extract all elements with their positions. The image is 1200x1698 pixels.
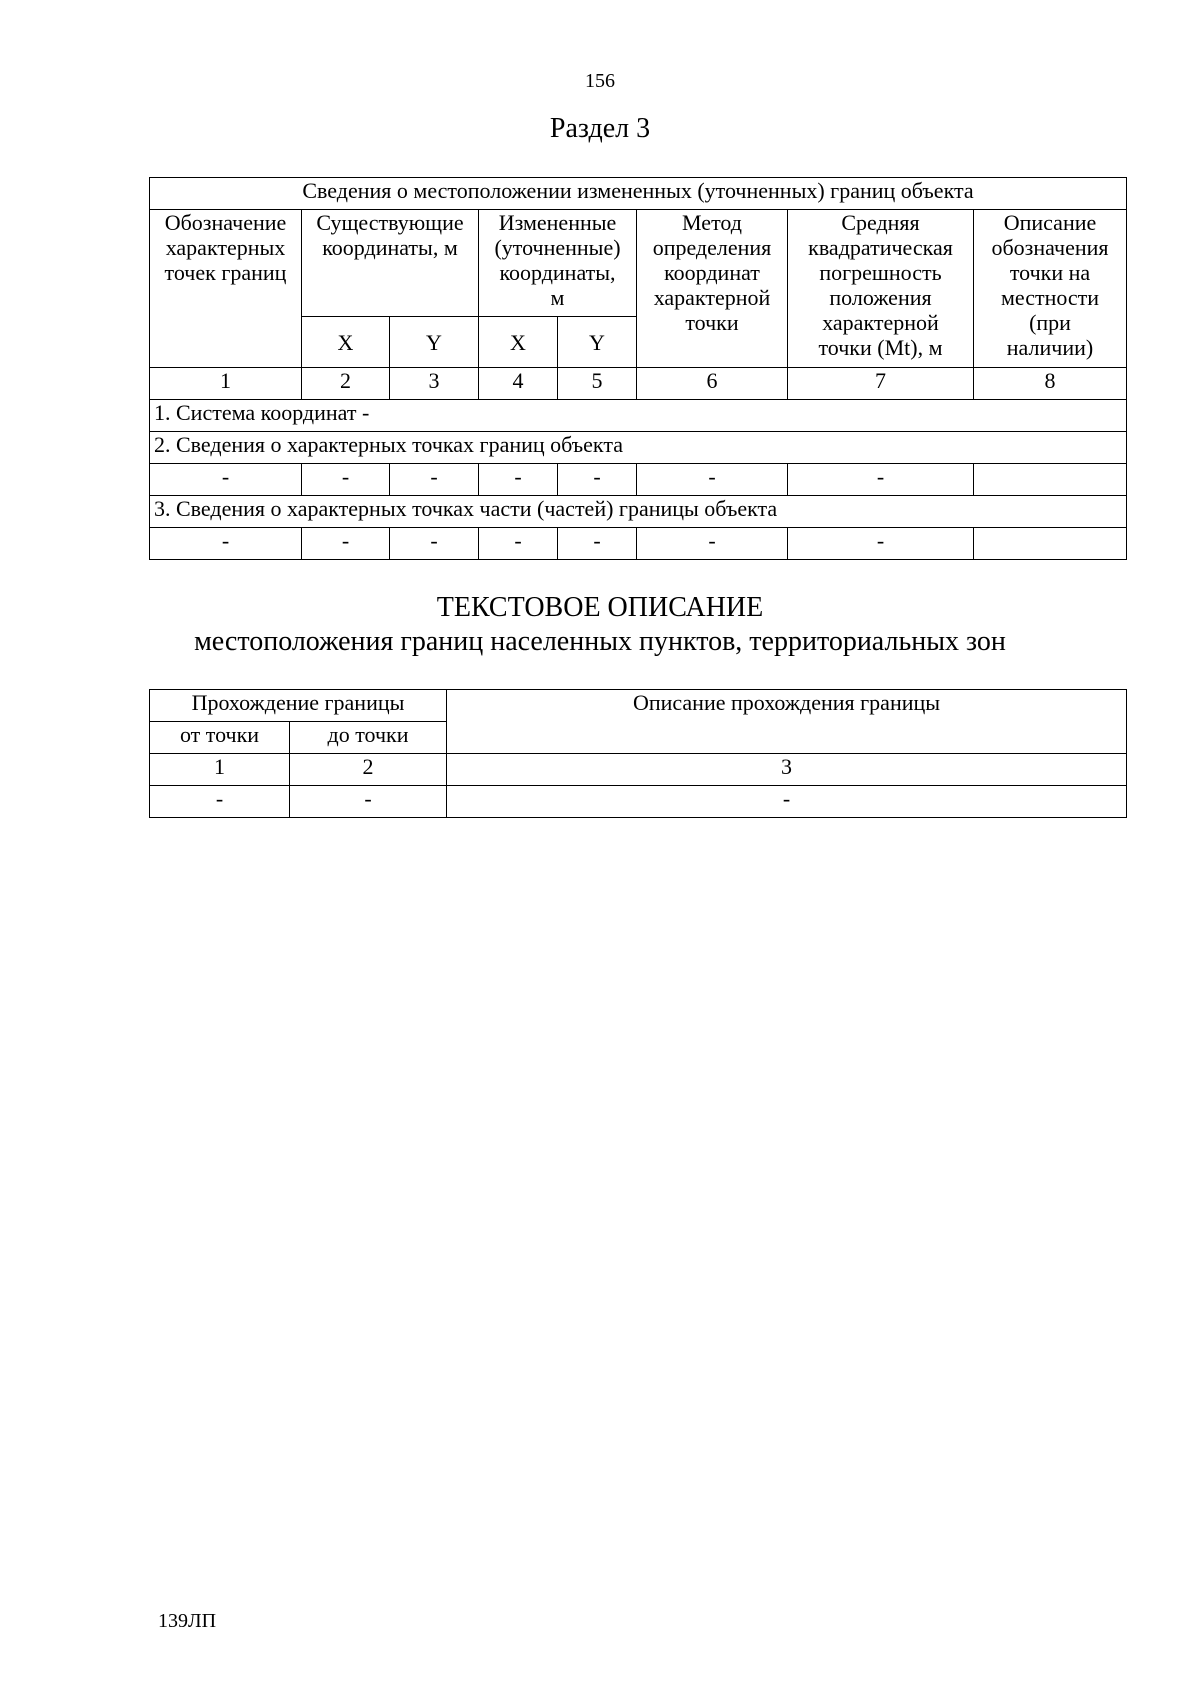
header-line: местности [1000, 285, 1100, 310]
section-title: Раздел 3 [549, 113, 651, 144]
section-coordinate-system: 1. Система координат - [150, 400, 1127, 432]
header-method [637, 210, 788, 368]
document-code: 139ЛП [158, 1610, 217, 1632]
table-cell: - [447, 786, 1127, 818]
header-accuracy [788, 210, 974, 368]
table-cell: - [479, 464, 558, 496]
table-cell: - [637, 464, 788, 496]
header-line: обозначения [991, 235, 1109, 260]
table-row [150, 786, 1127, 818]
column-numbers-row [150, 754, 1127, 786]
header-passage-description: Описание прохождения границы [447, 690, 1127, 754]
header-from-point: от точки [150, 722, 290, 754]
table-row [150, 464, 1127, 496]
table-caption: Сведения о местоположении измененных (уточненных) границ объекта [150, 178, 1127, 210]
table-cell [974, 528, 1127, 560]
table-cell [974, 464, 1127, 496]
header-line: Метод [682, 210, 742, 235]
section-part-points: 3. Сведения о характерных точках части (частей) границы объекта [150, 496, 1127, 528]
table-cell: - [290, 786, 447, 818]
boundary-points-table [149, 177, 1127, 560]
column-number: 5 [558, 368, 637, 400]
header-line: Существующие [316, 210, 464, 235]
table-cell: - [150, 464, 302, 496]
page-number: 156 [585, 70, 615, 92]
column-number: 8 [974, 368, 1127, 400]
column-number: 3 [447, 754, 1127, 786]
header-to-point: до точки [290, 722, 447, 754]
header-boundary-passage: Прохождение границы [150, 690, 447, 722]
header-line: Средняя [841, 210, 920, 235]
text-description-title: ТЕКСТОВОЕ ОПИСАНИЕ [436, 592, 764, 623]
table-cell: - [150, 528, 302, 560]
table-cell: - [788, 528, 974, 560]
table-cell: - [479, 528, 558, 560]
header-line: Описание [1003, 210, 1097, 235]
header-changed-coords [479, 210, 637, 317]
table-cell: - [390, 528, 479, 560]
table-cell: - [390, 464, 479, 496]
header-x-changed: X [479, 317, 558, 368]
header-line: (уточненные) [494, 235, 621, 260]
column-number: 1 [150, 754, 290, 786]
header-existing-coords [302, 210, 479, 317]
header-y-changed: Y [558, 317, 637, 368]
header-line: точек границ [164, 260, 287, 285]
section-object-points: 2. Сведения о характерных точках границ объекта [150, 432, 1127, 464]
header-line: точки на [1009, 260, 1091, 285]
header-line: погрешность [819, 260, 942, 285]
boundary-description-table [149, 689, 1127, 818]
header-line: (при [1029, 310, 1071, 335]
header-x-existing: X [302, 317, 390, 368]
text-description-subtitle: местоположения границ населенных пунктов, территориальных зон [194, 626, 1006, 657]
column-number: 2 [290, 754, 447, 786]
header-point-description [974, 210, 1127, 368]
table-cell: - [302, 464, 390, 496]
header-line: точки (Mt), м [818, 335, 943, 360]
column-numbers-row [150, 368, 1127, 400]
header-line: характерных [165, 235, 286, 260]
header-line: точки [685, 310, 739, 335]
header-y-existing: Y [390, 317, 479, 368]
column-number: 3 [390, 368, 479, 400]
column-number: 4 [479, 368, 558, 400]
table-cell: - [558, 528, 637, 560]
header-line: координат [664, 260, 760, 285]
table-cell: - [788, 464, 974, 496]
header-line: положения [829, 285, 932, 310]
column-number: 7 [788, 368, 974, 400]
table-cell: - [558, 464, 637, 496]
header-line: координаты, м [322, 235, 458, 260]
header-line: наличии) [1006, 335, 1094, 360]
column-number: 6 [637, 368, 788, 400]
header-line: квадратическая [808, 235, 953, 260]
header-line: определения [652, 235, 772, 260]
header-point-designation [150, 210, 302, 368]
header-line: Измененные [498, 210, 617, 235]
header-line: м [550, 285, 565, 310]
header-line: Обозначение [164, 210, 287, 235]
table-cell: - [302, 528, 390, 560]
column-number: 2 [302, 368, 390, 400]
header-line: характерной [822, 310, 939, 335]
header-line: характерной [653, 285, 771, 310]
header-line: координаты, [499, 260, 616, 285]
table-cell: - [637, 528, 788, 560]
table-cell: - [150, 786, 290, 818]
column-number: 1 [150, 368, 302, 400]
table-row [150, 528, 1127, 560]
